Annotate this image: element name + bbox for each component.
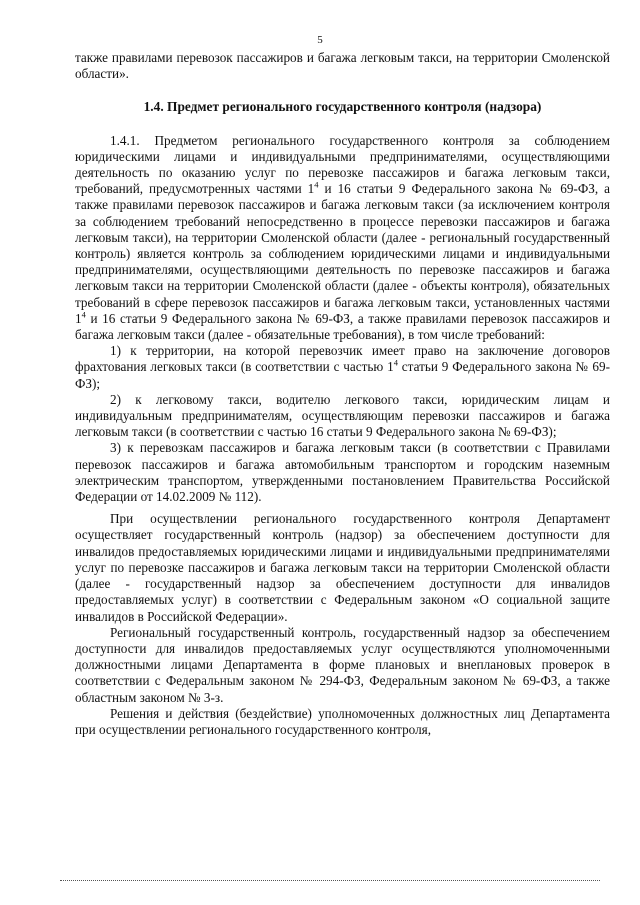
paragraph-1-4-1-part3: и 16 статьи 9 Федерального закона № 69-ФЗ, а также правилами перевозок пассажиров и багажа легковым такси (далее - обязательные требования), в том числе требований: [75, 310, 610, 343]
document-body [75, 50, 610, 738]
list-item-3: 3) к перевозкам пассажиров и багажа легковым такси (в соответствии с Правилами перевозок пассажиров и багажа автомобильным транспортом и городским наземным электрическим транспортом, утвержденными постановлением Правительства Российской Федерации от 14.02.2009 № 112). [75, 440, 610, 505]
list-item-1-part1: 1) к территории, на которой перевозчик имеет право на заключение договоров фрахтования легковых такси (в соответствии с частью 1 [75, 343, 610, 375]
list-item-1 [75, 343, 610, 392]
list-item-1-part2: статьи 9 Федерального закона № 69-ФЗ); [75, 359, 610, 391]
superscript: 4 [314, 179, 319, 190]
page-number: 5 [317, 34, 323, 46]
superscript: 4 [393, 358, 398, 369]
intro-paragraph: также правилами перевозок пассажиров и багажа легковым такси, на территории Смоленской области». [75, 50, 610, 82]
section-heading: 1.4. Предмет регионального государственного контроля (надзора) [143, 99, 542, 115]
paragraph-regional-control: Региональный государственный контроль, государственный надзор за обеспечением доступности для инвалидов предоставляемых услуг осуществляются уполномоченными должностными лицами Департамента в форме плановых и внеплановых проверок в соответствии с Федеральным законом № 294-ФЗ, Федеральным законом № 69-ФЗ, а также областным законом № 3-з. [75, 624, 610, 705]
footer-divider [60, 880, 600, 881]
superscript: 4 [81, 309, 86, 320]
paragraph-decisions: Решения и действия (бездействие) уполномоченных должностных лиц Департамента при осуществлении регионального государственного контроля, [75, 705, 610, 737]
paragraph-1-4-1-part1: 1.4.1. Предметом регионального государственного контроля за соблюдением юридическими лицами и индивидуальными предпринимателями, осуществляющими деятельность по оказанию услуг по перевозке пассажиров и багажа легковым такси, требований, предусмотренных частями 1 [75, 132, 610, 197]
paragraph-1-4-1-part2: и 16 статьи 9 Федерального закона № 69-ФЗ, а также правилами перевозок пассажиров и багажа легковым такси (за исключением контроля за соблюдением требований непосредственно в процессе перевозки пассажиров и багажа легковым такси), на территории Смоленской области (далее - региональный государственный контроль) является контроль за соблюдением юридическими лицами и индивидуальными предпринимателями, осуществляющими деятельность по перевозке пассажиров и багажа легковым такси на территории Смоленской области (далее - объекты контроля), обязательных требований в сфере перевозок пассажиров и багажа легковым такси, установленных частями 1 [75, 181, 610, 326]
list-item-2: 2) к легковому такси, водителю легкового такси, юридическим лицам и индивидуальным предпринимателям, осуществляющим перевозки пассажиров и багажа легковым такси (в соответствии с частью 16 статьи 9 Федерального закона № 69-ФЗ); [75, 391, 610, 440]
paragraph-accessibility: При осуществлении регионального государственного контроля Департамент осуществляет государственный контроль (надзор) за обеспечением доступности для инвалидов предоставляемых юридическими лицами и индивидуальными предпринимателями услуг по перевозке пассажиров и багажа легковым такси на территории Смоленской области (далее - государственный надзор за обеспечением доступности для инвалидов предоставляемых услуг) в соответствии с Федеральным законом «О социальной защите инвалидов в Российской Федерации». [75, 511, 610, 624]
paragraph-1-4-1 [75, 133, 610, 344]
